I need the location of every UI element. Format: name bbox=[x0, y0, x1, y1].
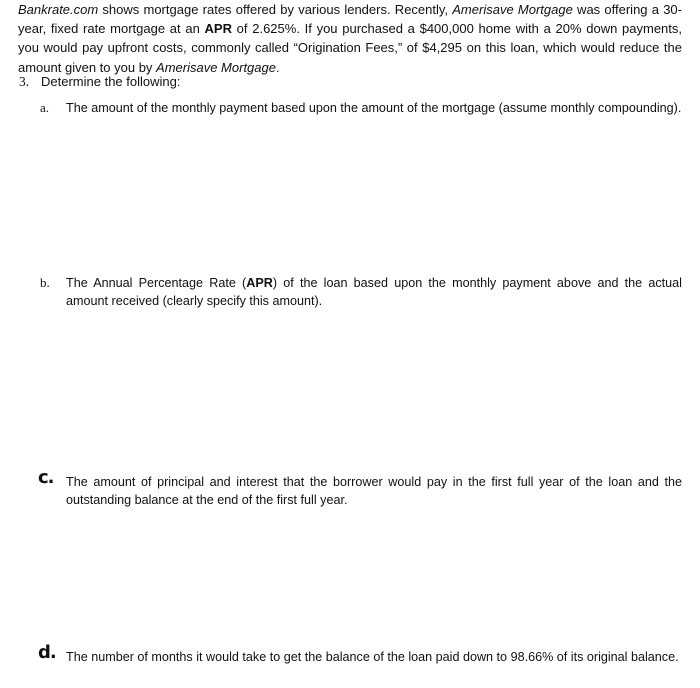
part-d bbox=[38, 642, 682, 666]
part-a-marker: a. bbox=[40, 100, 50, 115]
question-number: 3. bbox=[19, 74, 30, 89]
part-d-text: The number of months it would take to get the balance of the loan paid down to 98.66% of its original balance. bbox=[66, 650, 679, 664]
question-3 bbox=[19, 73, 180, 91]
part-a bbox=[40, 99, 682, 117]
intro-text-4: . bbox=[275, 59, 280, 75]
lender-name-2: Amerisave Mortgage bbox=[156, 59, 276, 75]
part-c-text: The amount of principal and interest that the borrower would pay in the first full year of the loan and the outstanding balance at the end of the first full year. bbox=[66, 475, 682, 507]
intro-paragraph bbox=[18, 0, 682, 77]
question-prompt: Determine the following: bbox=[41, 74, 181, 89]
part-d-marker: d. bbox=[38, 642, 56, 663]
part-c-marker: c. bbox=[38, 467, 54, 488]
part-b-text-2: ) of the loan based upon the monthly payment above and the actual amount received (clearly specify this amount). bbox=[66, 276, 682, 308]
part-b bbox=[40, 274, 682, 310]
intro-text-1: shows mortgage rates offered by various lenders. Recently, bbox=[98, 2, 453, 17]
apr-term: APR bbox=[204, 21, 232, 37]
intro-text-2: was offering a 30-year, fixed rate mortgage at an bbox=[18, 2, 682, 37]
part-b-apr: APR bbox=[246, 276, 273, 290]
part-b-text-1: The Annual Percentage Rate ( bbox=[66, 276, 247, 290]
part-c bbox=[38, 467, 682, 509]
part-b-text bbox=[66, 274, 682, 310]
source-site: Bankrate.com bbox=[18, 2, 99, 17]
part-a-text: The amount of the monthly payment based upon the amount of the mortgage (assume monthly compounding). bbox=[66, 101, 682, 115]
part-b-marker: b. bbox=[40, 275, 50, 290]
lender-name: Amerisave Mortgage bbox=[452, 2, 573, 17]
intro-text-3: of 2.625%. If you purchased a $400,000 home with a 20% down payments, you would pay upfront costs, commonly called “Origination Fees,” of $4,295 on this loan, which would reduce the amount given to you by bbox=[18, 21, 682, 75]
